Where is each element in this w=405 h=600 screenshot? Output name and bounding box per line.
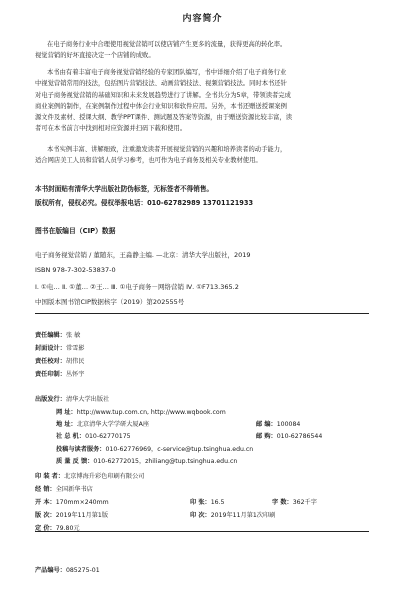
product-number-label: 产品编号：	[35, 567, 66, 574]
divider	[35, 531, 369, 532]
printing-row	[190, 502, 275, 521]
printer-value: 北京博海升彩色印刷有限公司	[64, 473, 145, 480]
cip-title-line: 电子商务视觉营销 / 董随东，王淼静主编. —北京：清华大学出版社，2019	[35, 251, 251, 259]
summary-line: 视觉营销的好坏直接决定一个店铺的成败。	[35, 52, 155, 60]
word-count-row	[272, 489, 317, 508]
format-label: 开 本：	[35, 499, 56, 506]
price-value: 79.80元	[55, 525, 80, 532]
credit-value: 胡伟民	[65, 358, 85, 365]
cip-classification: Ⅰ. ①电… Ⅱ. ①董… ②王… Ⅲ. ①电子商务－网络营销 Ⅳ. ①F713.365.2	[35, 283, 239, 291]
printing-label: 印 次：	[190, 512, 211, 519]
publisher-label: 出版发行：	[35, 396, 66, 403]
cip-core-data: 中国版本图书馆CIP数据核字（2019）第202555号	[35, 298, 185, 306]
sheets-value: 16.5	[210, 499, 225, 506]
summary-line: 中视觉营销常用的技法，包括图片营销技法、动画营销技法、视频营销技法。同时本书还针	[35, 80, 287, 88]
credit-value: 张 敏	[65, 332, 81, 339]
publisher-value: 清华大学出版社	[65, 396, 110, 403]
sheets-label: 印 张：	[190, 499, 211, 506]
credit-label: 责任校对：	[35, 358, 66, 365]
switchboard-value: 010-62770175	[85, 433, 131, 440]
summary-line: 本书由有着丰富电子商务视觉营销经验的专家团队编写，书中详细介绍了电子商务行业	[47, 69, 287, 76]
summary-line: 源文件及素材、授课大纲、教学PPT课件、测试题及答案等资源，由于赠送资源比较丰富，读	[35, 114, 293, 122]
distributor-value: 全国新华书店	[55, 486, 93, 493]
summary-paragraph-2	[35, 67, 292, 135]
mail-order-label: 邮 购：	[256, 433, 277, 440]
summary-line: 适合网店美工人员和营销人员学习参考，也可作为电子商务及相关专业教材使用。	[35, 157, 262, 165]
postcode-label: 邮 编：	[256, 421, 277, 428]
cip-heading: 图书在版编目（CIP）数据	[35, 227, 116, 235]
credit-label: 责任印制：	[35, 371, 66, 378]
product-number-row	[35, 557, 100, 576]
quality-feedback-label: 质 量 反 馈：	[56, 458, 94, 465]
credit-value: 常雪影	[65, 345, 85, 352]
edition-label: 版 次：	[35, 512, 56, 519]
credit-label: 封面设计：	[35, 345, 66, 352]
summary-line: 对电子商务视觉营销的基础知识和未来发展趋势进行了讲解。全书共分为5章，带领读者完成	[35, 91, 291, 99]
cip-isbn: ISBN 978-7-302-53837-0	[35, 266, 116, 274]
copyright-notice: 版权所有，侵权必究。侵权举报电话：010-62782989 13701121933	[35, 199, 254, 207]
price-label: 定 价：	[35, 525, 56, 532]
address-value: 北京清华大学学研大厦A座	[76, 421, 150, 428]
word-count-value: 362千字	[292, 499, 317, 506]
summary-line: 商业案例的制作，在案例制作过程中体会行业知识和软件应用。另外，本书还赠送授课案例	[35, 102, 287, 110]
anti-counterfeit-notice: 本书封面贴有清华大学出版社防伪标签，无标签者不得销售。	[35, 185, 214, 193]
printing-value: 2019年11月第1次印刷	[210, 512, 276, 519]
printer-label: 印 装 者：	[35, 473, 65, 480]
quality-feedback-value: 010-62772015，zhiliang@tup.tsinghua.edu.cn	[93, 458, 238, 465]
format-value: 170mm×240mm	[55, 499, 109, 506]
credit-value: 丛怀宇	[65, 371, 85, 378]
summary-line: 者可在本书前言中找到相对应资源并扫码下载和使用。	[35, 125, 187, 133]
summary-paragraph-3	[35, 144, 286, 167]
product-number-value: 085275-01	[65, 567, 100, 574]
submission-label: 投稿与读者服务：	[56, 446, 106, 453]
switchboard-label: 社 总 机：	[56, 433, 86, 440]
page-title: 内容简介	[182, 14, 223, 24]
summary-line: 在电子商务行业中合理使用视觉营销可以使店铺产生更多的流量，获得更高的转化率。	[47, 41, 287, 48]
summary-paragraph-1	[35, 39, 286, 62]
mail-order-value: 010-62786544	[276, 433, 323, 440]
submission-value: 010-62776969，c-service@tup.tsinghua.edu.cn	[105, 446, 254, 453]
website-label: 网 址：	[56, 409, 77, 416]
address-label: 地 址：	[56, 421, 77, 428]
credit-print-manager	[35, 361, 85, 380]
summary-line: 本书实例丰富、讲解细致，注重激发读者开展视觉营销的兴趣和培养读者的动手能力，	[47, 146, 287, 153]
divider	[35, 313, 369, 314]
edition-value: 2019年11月第1版	[55, 512, 109, 519]
website-value: http://www.tup.com.cn, http://www.wqbook.com	[76, 409, 226, 416]
distributor-label: 经 销：	[35, 486, 56, 493]
word-count-label: 字 数：	[272, 499, 293, 506]
mail-order-row	[256, 423, 322, 442]
credit-label: 责任编辑：	[35, 332, 66, 339]
postcode-value: 100084	[276, 421, 301, 428]
